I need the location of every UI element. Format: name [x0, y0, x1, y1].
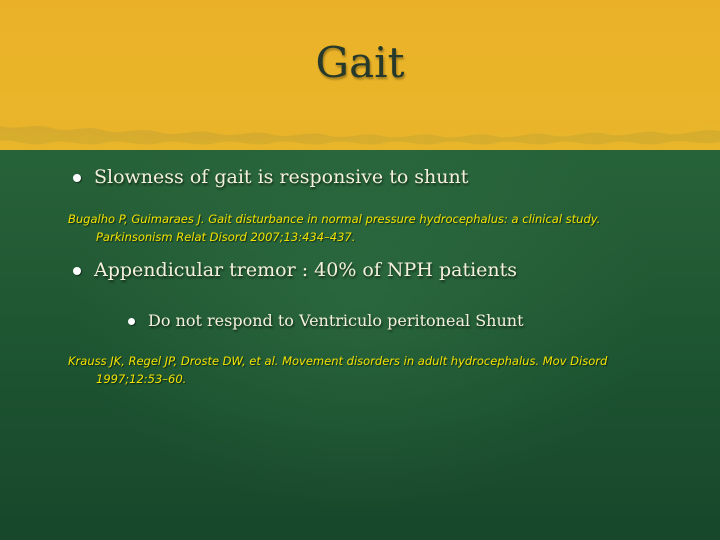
bullet-text: Appendicular tremor : 40% of NPH patients [94, 259, 518, 281]
bullet-dot-icon [73, 267, 81, 275]
reference-line: 1997;12:53–60. [96, 372, 187, 386]
reference-line: Parkinsonism Relat Disord 2007;13:434–437. [96, 230, 356, 244]
reference-citation [68, 352, 688, 388]
reference-line: Krauss JK, Regel JP, Droste DW, et al. Movement disorders in adult hydrocephalus. Mov Disord [68, 354, 608, 368]
bullet-text: Do not respond to Ventriculo peritoneal Shunt [148, 311, 524, 330]
reference-line: Bugalho P, Guimaraes J. Gait disturbance in normal pressure hydrocephalus: a clinical study. [68, 212, 601, 226]
bullet-text: Slowness of gait is responsive to shunt [94, 166, 469, 188]
bullet-dot-icon [128, 318, 135, 325]
bullet-dot-icon [73, 174, 81, 182]
reference-citation [68, 210, 688, 246]
slide-title: Gait [315, 38, 405, 87]
